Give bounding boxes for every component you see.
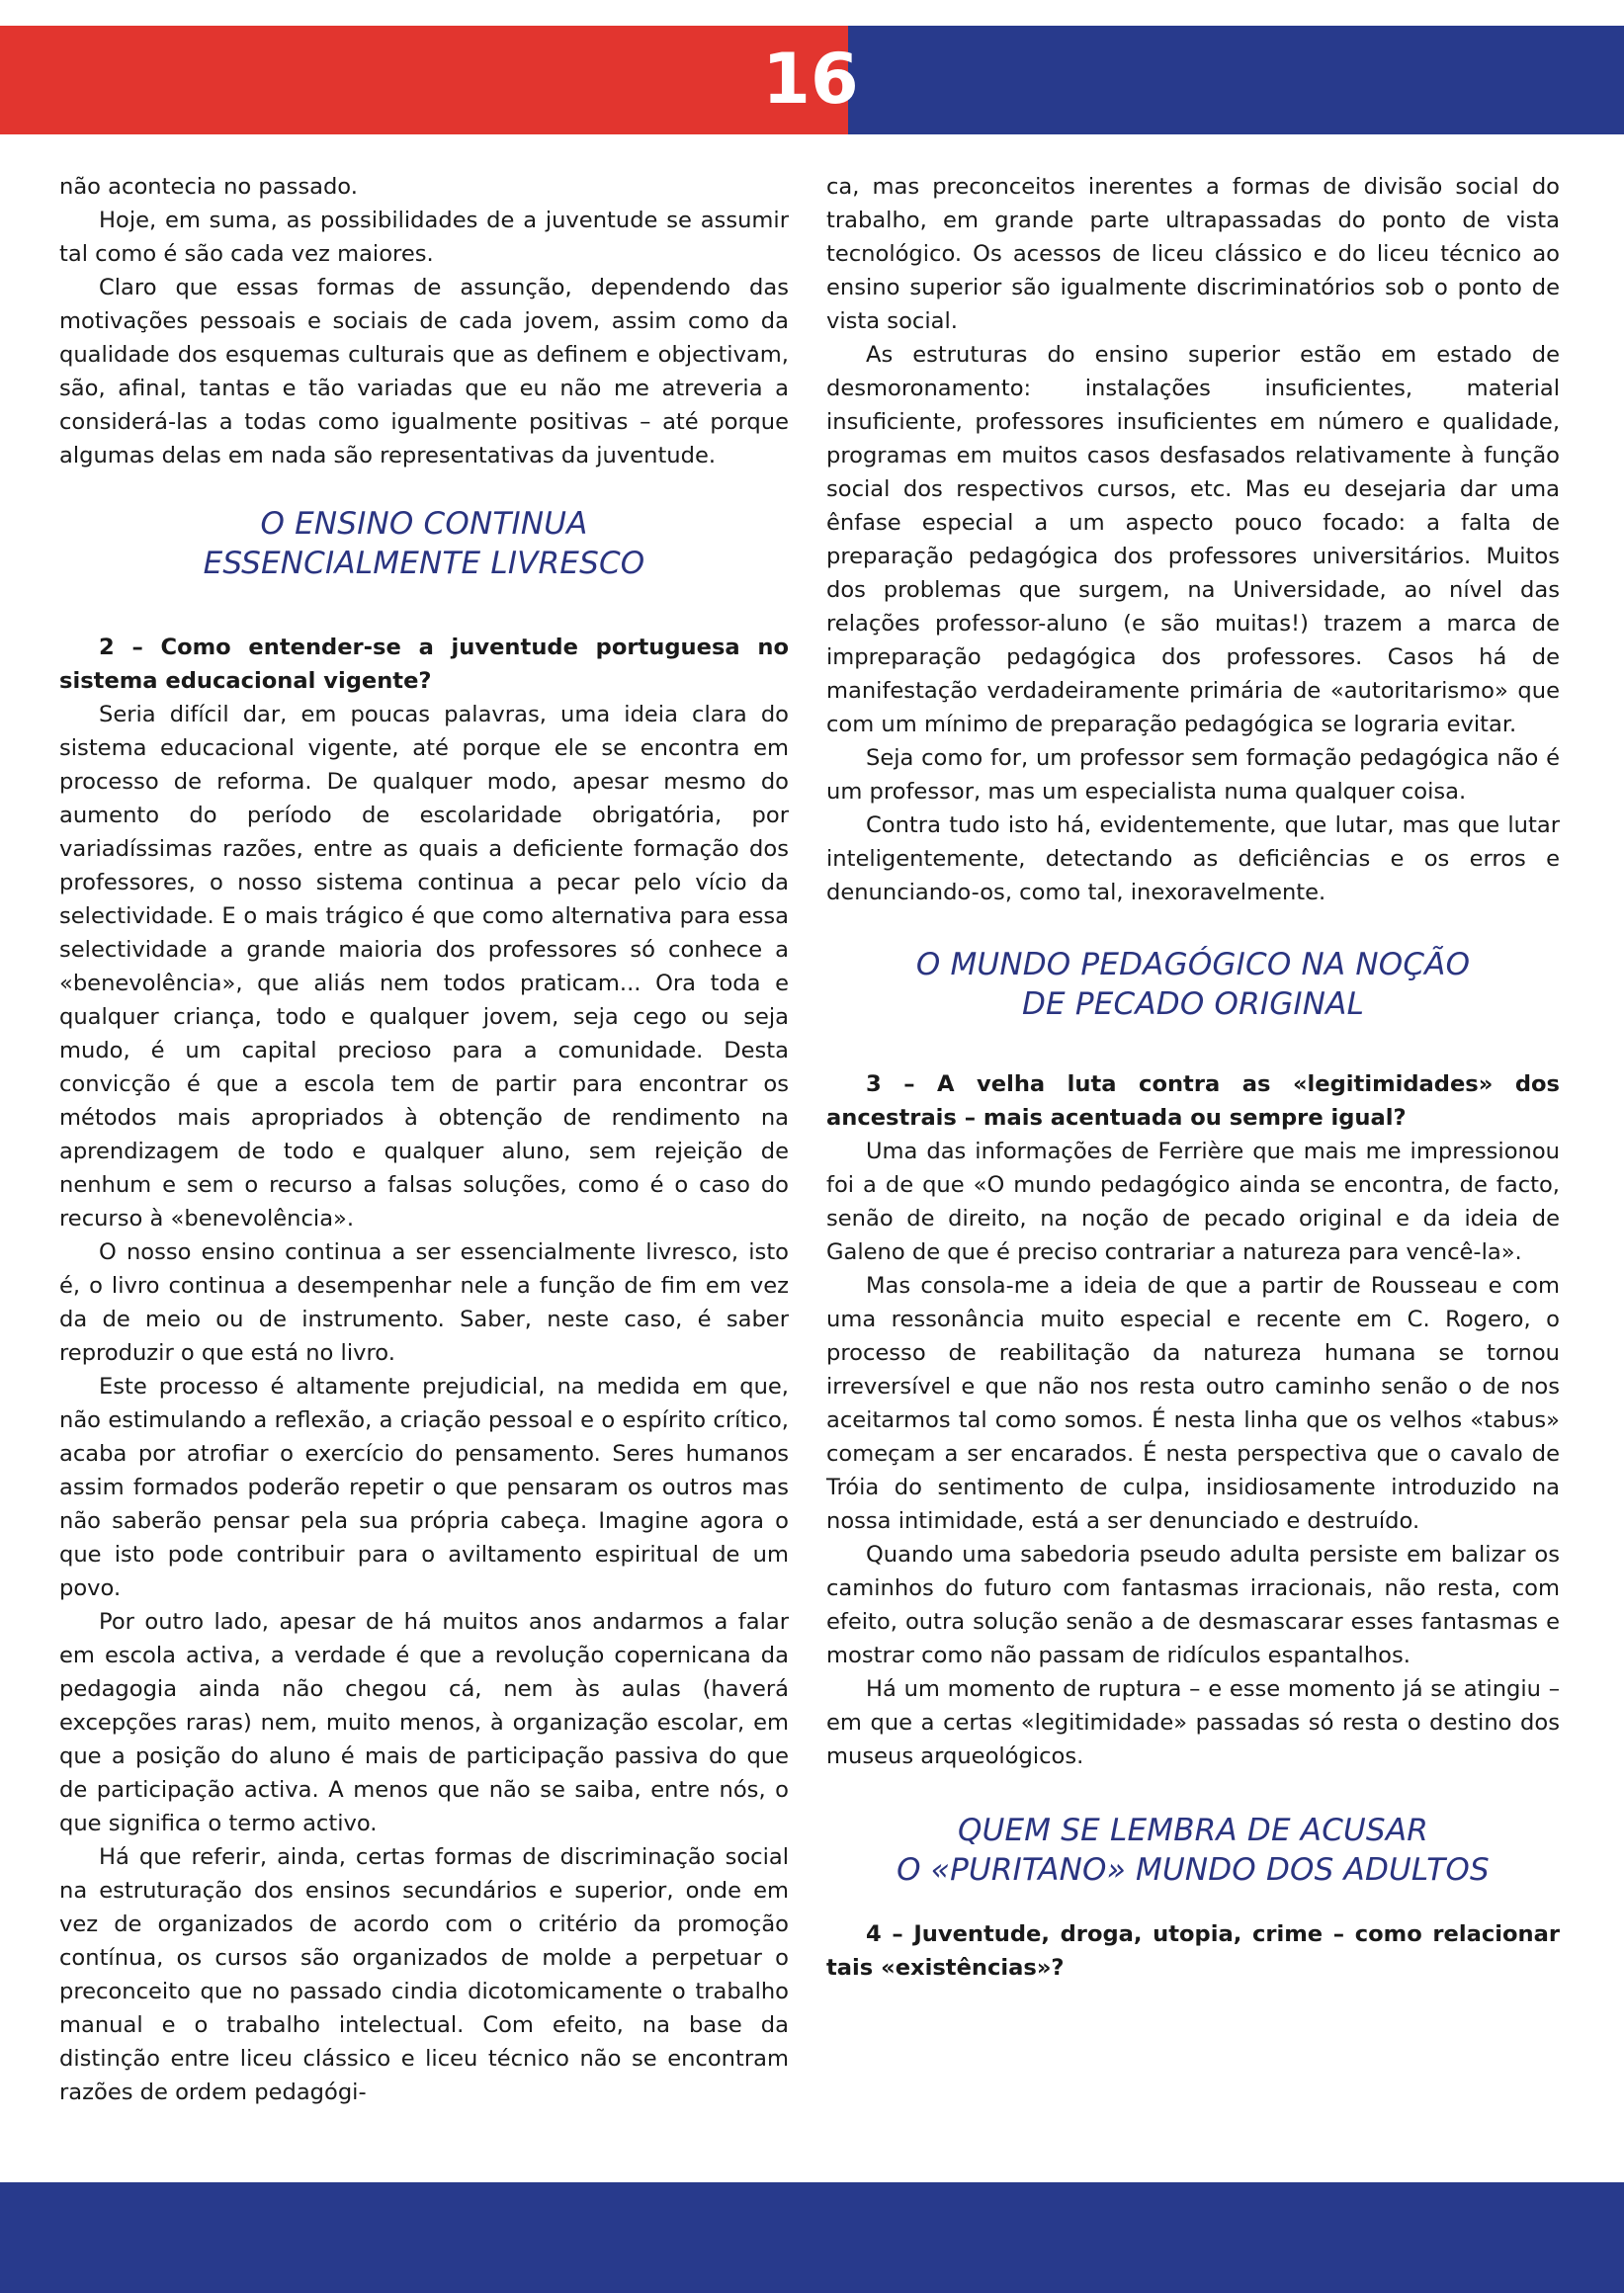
section-heading <box>826 945 1560 1024</box>
section-heading-line: O «PURITANO» MUNDO DOS ADULTOS <box>897 1852 1490 1888</box>
paragraph: As estruturas do ensino superior estão em estado de desmoronamento: instalações insuficientes, material insuficiente, professores insuficientes em número e qualidade, programas em muitos casos desfasados relativamente à função social dos respectivos cursos, etc. Mas eu desejaria dar uma ênfase especial a um aspecto pouco focado: a falta de preparação pedagógica dos professores universitários. Muitos dos problemas que surgem, na Universidade, ao nível das relações professor-aluno (e são muitas!) trazem a marca de impreparação pedagógica dos professores. Casos há de manifestação verdadeiramente primária de «autoritarismo» que com um mínimo de preparação pedagógica se lograria evitar. <box>826 342 1560 737</box>
paragraph: Hoje, em suma, as possibilidades de a juventude se assumir tal como é são cada vez maiores. <box>59 208 789 267</box>
paragraph: Seja como for, um professor sem formação pedagógica não é um professor, mas um especialista numa qualquer coisa. <box>826 745 1560 805</box>
section-heading <box>826 1811 1560 1890</box>
paragraph: Claro que essas formas de assunção, dependendo das motivações pessoais e sociais de cada jovem, assim como da qualidade dos esquemas culturais que as definem e objectivam, são, afinal, tantas e tão variadas que eu não me atreveria a considerá-las a todas como igualmente positivas – até porque algumas delas em nada são representativas da juventude. <box>59 275 789 468</box>
paragraph: Quando uma sabedoria pseudo adulta persiste em balizar os caminhos do futuro com fantasmas irracionais, não resta, com efeito, outra solução senão a de desmascarar esses fantasmas e mostrar como não passam de ridículos espantalhos. <box>826 1542 1560 1668</box>
section-heading-line: O ENSINO CONTINUA <box>260 506 588 542</box>
paragraph: Contra tudo isto há, evidentemente, que lutar, mas que lutar inteligentemente, detectando as deficiências e os erros e denunciando-os, como tal, inexoravelmente. <box>826 812 1560 905</box>
right-column <box>826 170 1560 1985</box>
section-heading-line: ESSENCIALMENTE LIVRESCO <box>203 546 645 581</box>
interview-question: 2 – Como entender-se a juventude portuguesa no sistema educacional vigente? <box>59 635 789 694</box>
interview-question: 3 – A velha luta contra as «legitimidades» dos ancestrais – mais acentuada ou sempre igual? <box>826 1071 1560 1131</box>
header-blue-band <box>848 26 1624 134</box>
paragraph: ca, mas preconceitos inerentes a formas de divisão social do trabalho, em grande parte ultrapassadas do ponto de vista tecnológico. Os acessos de liceu clássico e do liceu técnico ao ensino superior são igualmente discriminatórios sob o ponto de vista social. <box>826 174 1560 334</box>
paragraph: Mas consola-me a ideia de que a partir de Rousseau e com uma ressonância muito especial e recente em C. Rogero, o processo de reabilitação da natureza humana se tornou irreversível e que não nos resta outro caminho senão o de nos aceitarmos tal como somos. É nesta linha que os velhos «tabus» começam a ser encarados. É nesta perspectiva que o cavalo de Tróia do sentimento de culpa, insidiosamente introduzido na nossa intimidade, está a ser denunciado e destruído. <box>826 1273 1560 1534</box>
section-heading-line: DE PECADO ORIGINAL <box>1021 986 1365 1022</box>
paragraph: O nosso ensino continua a ser essencialmente livresco, isto é, o livro continua a desempenhar nele a função de fim em vez da de meio ou de instrumento. Saber, neste caso, é saber reproduzir o que está no livro. <box>59 1239 789 1366</box>
section-heading-line: QUEM SE LEMBRA DE ACUSAR <box>958 1813 1428 1848</box>
paragraph: Há um momento de ruptura – e esse momento já se atingiu – em que a certas «legitimidade» passadas só resta o destino dos museus arqueológicos. <box>826 1676 1560 1769</box>
page-number: 16 <box>762 39 859 120</box>
section-heading-line: O MUNDO PEDAGÓGICO NA NOÇÃO <box>915 947 1471 982</box>
header-bar <box>0 0 1624 134</box>
paragraph: não acontecia no passado. <box>59 174 358 200</box>
paragraph: Uma das informações de Ferrière que mais me impressionou foi a de que «O mundo pedagógico ainda se encontra, de facto, senão de direito, na noção de pecado original e da ideia de Galeno de que é preciso contrariar a natureza para vencê-la». <box>826 1139 1560 1265</box>
interview-question: 4 – Juventude, droga, utopia, crime – como relacionar tais «existências»? <box>826 1921 1560 1981</box>
paragraph: Este processo é altamente prejudicial, na medida em que, não estimulando a reflexão, a criação pessoal e o espírito crítico, acaba por atrofiar o exercício do pensamento. Seres humanos assim formados poderão repetir o que pensaram os outros mas não saberão pensar pela sua própria cabeça. Imagine agora o que isto pode contribuir para o aviltamento espiritual de um povo. <box>59 1374 789 1601</box>
left-column <box>59 170 789 2109</box>
footer-bar <box>0 2182 1624 2293</box>
paragraph: Por outro lado, apesar de há muitos anos andarmos a falar em escola activa, a verdade é que a revolução copernicana da pedagogia ainda não chegou cá, nem às aulas (haverá excepções raras) nem, muito menos, à organização escolar, em que a posição do aluno é mais de participação passiva do que de participação activa. A menos que não se saiba, entre nós, o que significa o termo activo. <box>59 1609 789 1836</box>
header-red-band <box>0 26 848 134</box>
paragraph: Há que referir, ainda, certas formas de discriminação social na estruturação dos ensinos secundários e superior, onde em vez de organizados de acordo com o critério da promoção contínua, os cursos são organizados de molde a perpetuar o preconceito que no passado cindia dicotomicamente o trabalho manual e o trabalho intelectual. Com efeito, na base da distinção entre liceu clássico e liceu técnico não se encontram razões de ordem pedagógi- <box>59 1844 789 2105</box>
section-heading <box>59 504 789 583</box>
paragraph: Seria difícil dar, em poucas palavras, uma ideia clara do sistema educacional vigente, até porque ele se encontra em processo de reforma. De qualquer modo, apesar mesmo do aumento do período de escolaridade obrigatória, por variadíssimas razões, entre as quais a deficiente formação dos professores, o nosso sistema continua a pecar pelo vício da selectividade. E o mais trágico é que como alternativa para essa selectividade a grande maioria dos professores só conhece a «benevolência», que aliás nem todos praticam... Ora toda e qualquer criança, todo e qualquer jovem, seja cego ou seja mudo, é um capital precioso para a comunidade. Desta convicção é que a escola tem de partir para encontrar os métodos mais apropriados à obtenção de rendimento na aprendizagem de todo e qualquer aluno, sem rejeição de nenhum e sem o recurso a falsas soluções, como é o caso do recurso à «benevolência». <box>59 702 789 1231</box>
